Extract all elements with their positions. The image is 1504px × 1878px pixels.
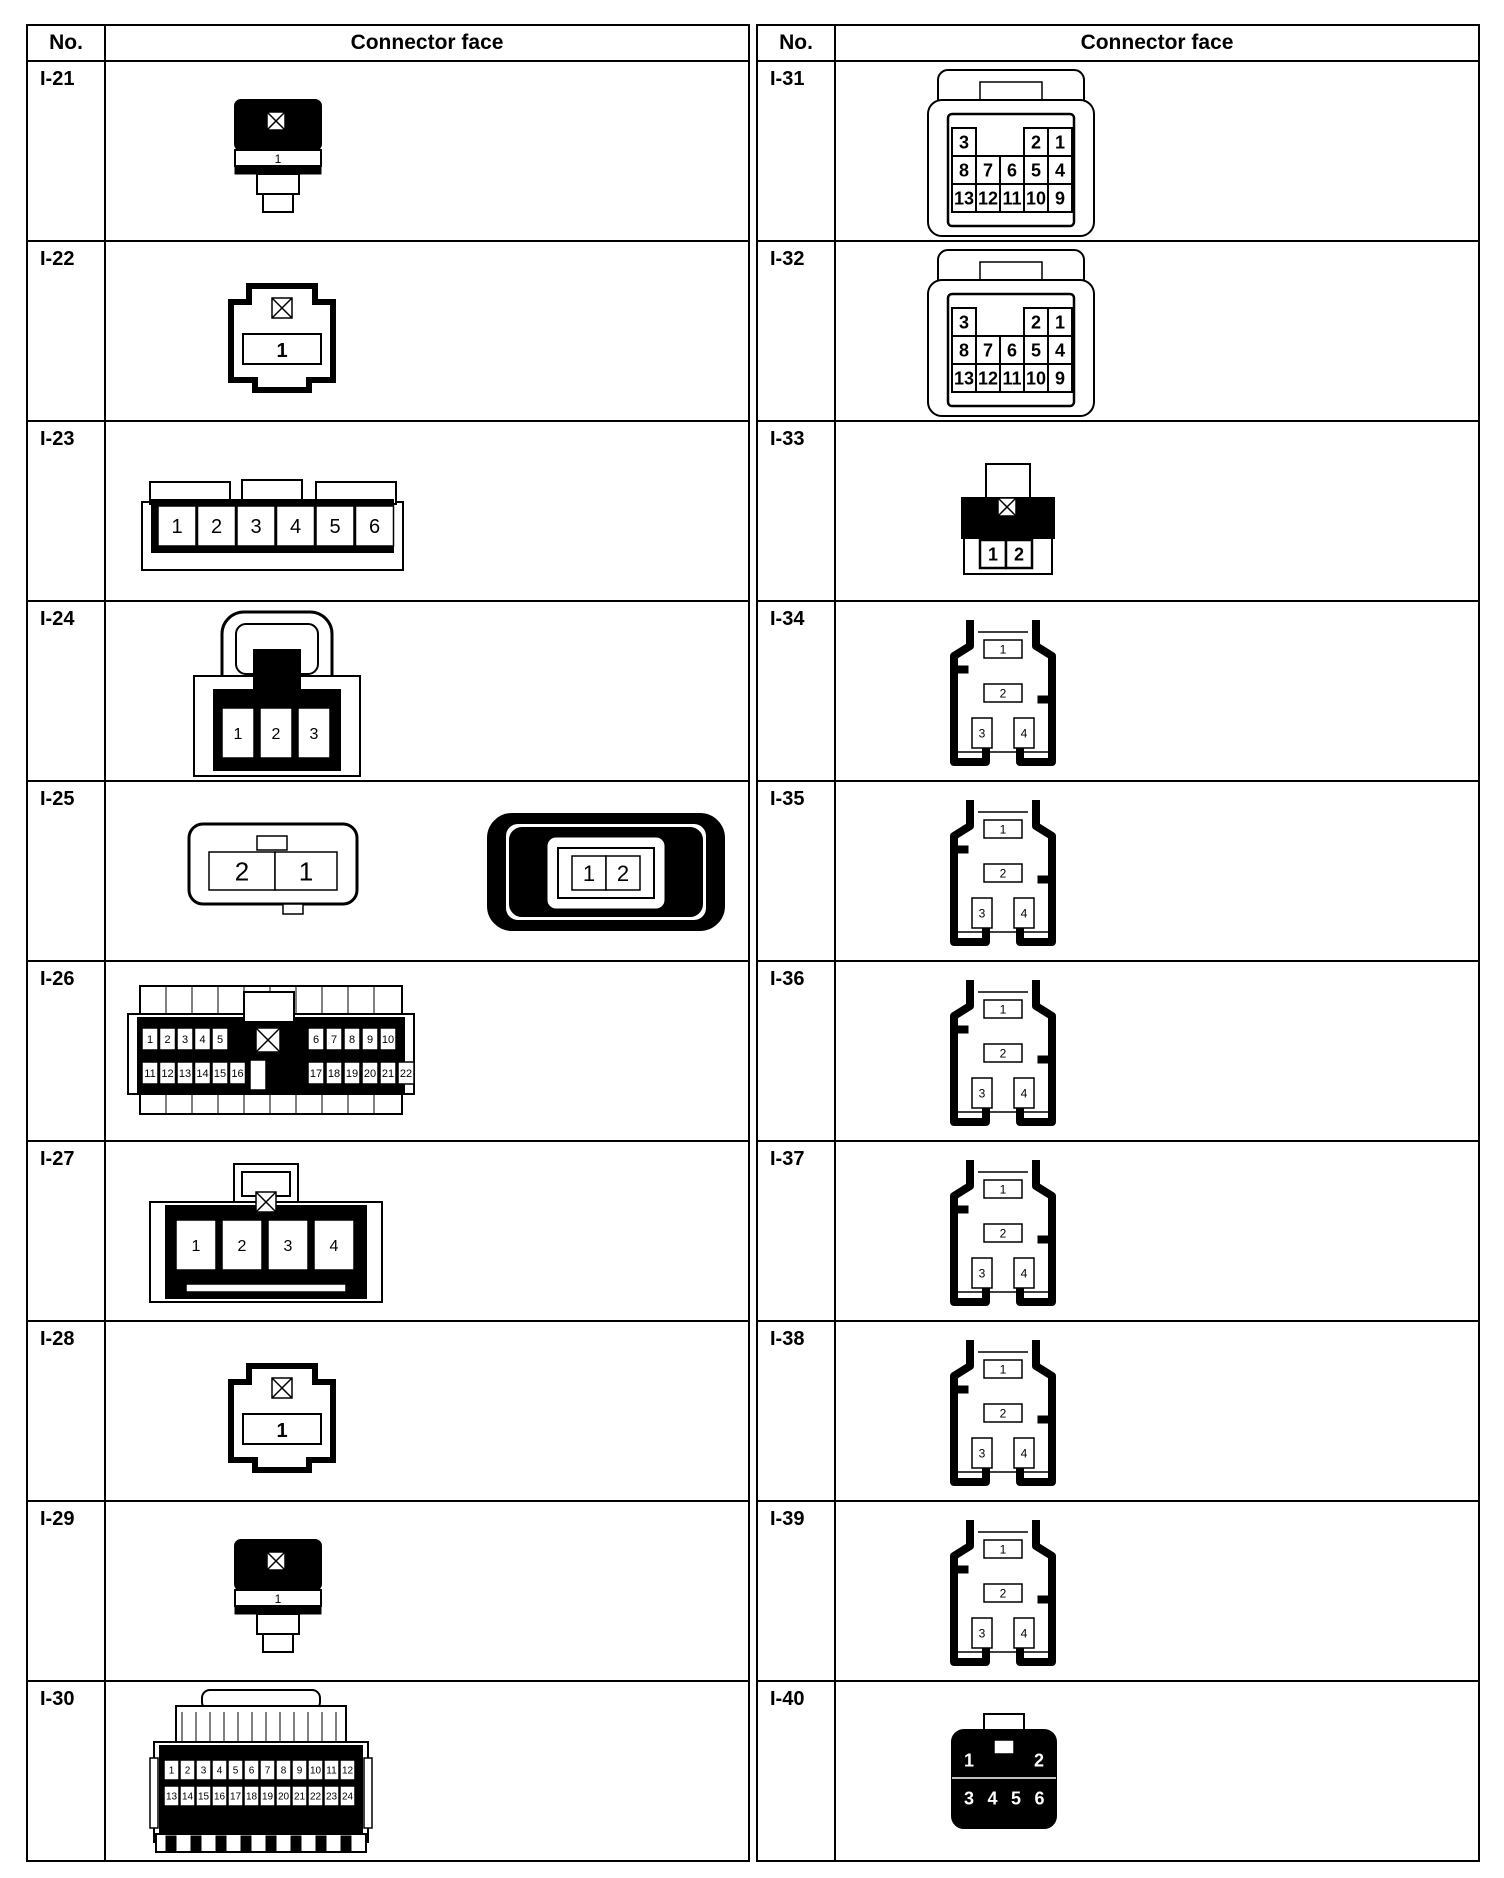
housing-shape — [364, 1758, 372, 1828]
table-row — [758, 422, 1478, 602]
pin-label: 5 — [1030, 340, 1042, 361]
pin-label: 3 — [309, 725, 319, 743]
pin-label: 12 — [161, 1067, 174, 1080]
connector-13-pin — [926, 68, 1096, 240]
connector-single-pin — [227, 284, 337, 394]
connector-number: I-29 — [28, 1502, 106, 1680]
pin-label: 17 — [229, 1791, 242, 1803]
right-rows — [758, 62, 1478, 1860]
pin-label: 6 — [368, 516, 381, 539]
table-row — [28, 62, 748, 242]
housing-shape — [150, 1758, 158, 1828]
pin-label: 2 — [271, 725, 281, 743]
pin-label: 3 — [200, 1765, 207, 1777]
table-row — [28, 602, 748, 782]
table-row — [28, 1502, 748, 1682]
connector-face-cell — [106, 1502, 748, 1680]
pin-label: 3 — [978, 1266, 986, 1281]
pin-label: 13 — [953, 188, 975, 209]
pin-label: 16 — [213, 1791, 226, 1803]
connector-number: I-34 — [758, 602, 836, 780]
pin-label: 5 — [216, 1033, 224, 1046]
pin-label: 12 — [341, 1765, 354, 1777]
pin-label: 9 — [1054, 368, 1066, 389]
header-no: No. — [758, 26, 836, 60]
connector-number: I-38 — [758, 1322, 836, 1500]
pin-label: 7 — [330, 1033, 338, 1046]
table-row — [758, 1682, 1478, 1862]
pin-label: 5 — [1030, 160, 1042, 181]
table-row — [758, 602, 1478, 782]
pin-label: 2 — [999, 1406, 1007, 1421]
pin-label: 2 — [999, 1046, 1007, 1061]
connector-number: I-32 — [758, 242, 836, 420]
pin-label: 13 — [165, 1791, 178, 1803]
pin-label: 1 — [191, 1237, 201, 1255]
connector-face-cell — [106, 602, 748, 780]
lock-latch — [1038, 1236, 1048, 1243]
pin-label: 11 — [144, 1067, 156, 1080]
housing-shape — [341, 1836, 351, 1852]
header-no: No. — [28, 26, 106, 60]
pin-label: 1 — [276, 340, 288, 362]
table-header — [758, 26, 1478, 62]
pin-label: 3 — [978, 1446, 986, 1461]
table-left-half — [26, 24, 750, 1862]
table-row — [758, 782, 1478, 962]
connector-single-pin-small — [233, 1530, 323, 1660]
pin-label: 4 — [1020, 726, 1028, 741]
pin-label: 13 — [178, 1067, 192, 1080]
pin-label: 3 — [978, 1086, 986, 1101]
lock-latch — [958, 666, 968, 673]
connector-single-pin-small — [233, 90, 323, 220]
housing-shape — [250, 1060, 266, 1090]
connector-face-cell — [106, 962, 748, 1140]
connector-number: I-26 — [28, 962, 106, 1140]
pin-label: 18 — [245, 1791, 258, 1803]
pin-label: 6 — [1034, 1788, 1045, 1809]
pin-label: 10 — [1025, 368, 1047, 389]
connector-4-pin-terminal — [948, 1516, 1058, 1672]
connector-number: I-30 — [28, 1682, 106, 1862]
table-row — [758, 62, 1478, 242]
pin-label: 21 — [381, 1067, 395, 1080]
table-row — [758, 1502, 1478, 1682]
table-row — [758, 962, 1478, 1142]
pin-label: 2 — [999, 686, 1007, 701]
pin-label: 1 — [1054, 132, 1066, 153]
pin-label: 2 — [164, 1033, 171, 1046]
pin-label: 12 — [977, 188, 999, 209]
pin-label: 4 — [1020, 1446, 1028, 1461]
pin-label: 7 — [982, 160, 994, 181]
pin-label: 1 — [168, 1765, 175, 1777]
pin-label: 21 — [293, 1791, 306, 1803]
pin-label: 4 — [987, 1788, 998, 1809]
pin-label: 3 — [181, 1033, 189, 1046]
table-header — [28, 26, 748, 62]
header-connector-face: Connector face — [350, 31, 504, 54]
pin-label: 1 — [963, 1750, 975, 1771]
pin-label: 14 — [181, 1791, 194, 1803]
pin-label: 4 — [199, 1033, 206, 1046]
pin-label: 1 — [171, 516, 183, 539]
pin-label: 14 — [196, 1067, 209, 1080]
pin-label: 4 — [1054, 160, 1066, 181]
lock-latch — [958, 1206, 968, 1213]
table-row — [28, 422, 748, 602]
pin-label: 6 — [1006, 340, 1018, 361]
connector-face-cell — [836, 422, 1478, 600]
pin-label: 4 — [216, 1765, 223, 1777]
connector-face-cell — [836, 242, 1478, 420]
pin-label: 8 — [348, 1033, 356, 1046]
connector-13-pin — [926, 248, 1096, 420]
table-row — [28, 1682, 748, 1862]
table-row — [758, 242, 1478, 422]
connector-3-pin — [192, 610, 362, 780]
housing-shape — [257, 1614, 299, 1634]
connector-face-cell — [836, 1322, 1478, 1500]
pin-label: 4 — [1020, 1626, 1028, 1641]
pin-label: 22 — [309, 1791, 322, 1803]
connector-number: I-25 — [28, 782, 106, 960]
pin-label: 1 — [274, 152, 282, 166]
connector-face-cell — [106, 242, 748, 420]
pin-label: 1 — [987, 544, 999, 565]
connector-4-pin-terminal — [948, 616, 1058, 772]
pin-label: 4 — [1020, 1086, 1028, 1101]
pin-label: 2 — [1033, 1750, 1045, 1771]
pin-label: 8 — [958, 160, 970, 181]
connector-face-cell — [836, 62, 1478, 240]
connector-face-cell — [106, 1682, 748, 1862]
housing-shape — [244, 992, 294, 1022]
pin-label: 19 — [345, 1067, 359, 1080]
pin-label: 1 — [1054, 312, 1066, 333]
lock-latch — [958, 1026, 968, 1033]
pin-label: 9 — [1054, 188, 1066, 209]
pin-label: 3 — [978, 726, 986, 741]
connector-number: I-37 — [758, 1142, 836, 1320]
pin-label: 1 — [274, 1592, 282, 1606]
connector-face-cell — [106, 782, 748, 960]
connector-number: I-23 — [28, 422, 106, 600]
connector-4-pin-terminal — [948, 1336, 1058, 1492]
connector-face-cell — [106, 62, 748, 240]
pin-label: 1 — [999, 1362, 1007, 1377]
pin-label: 1 — [999, 1182, 1007, 1197]
housing-shape — [166, 1836, 176, 1852]
connector-22-pin — [126, 984, 416, 1116]
pin-label: 10 — [381, 1033, 395, 1046]
pin-label: 12 — [977, 368, 999, 389]
lock-latch — [1038, 696, 1048, 703]
housing-shape — [242, 480, 302, 502]
connector-number: I-35 — [758, 782, 836, 960]
pin-label: 2 — [237, 1237, 247, 1255]
table-row — [28, 962, 748, 1142]
connector-number: I-22 — [28, 242, 106, 420]
housing-shape — [176, 1706, 346, 1746]
connector-number: I-27 — [28, 1142, 106, 1320]
pin-label: 11 — [326, 1765, 337, 1777]
pin-label: 1 — [146, 1033, 154, 1046]
housing-shape — [266, 1836, 276, 1852]
pin-label: 11 — [1002, 188, 1022, 209]
pin-label: 4 — [289, 516, 302, 539]
pin-label: 7 — [982, 340, 994, 361]
pin-label: 24 — [341, 1791, 354, 1803]
housing-shape — [235, 1606, 321, 1614]
pin-label: 4 — [1054, 340, 1066, 361]
lock-latch — [958, 846, 968, 853]
pin-label: 3 — [283, 1237, 293, 1255]
connector-face-cell — [836, 782, 1478, 960]
housing-shape — [235, 166, 321, 174]
pin-label: 2 — [234, 856, 250, 887]
pin-label: 9 — [366, 1033, 374, 1046]
table-row — [28, 1142, 748, 1322]
pin-label: 16 — [231, 1067, 244, 1080]
housing-shape — [263, 1634, 293, 1652]
connector-single-pin — [227, 1364, 337, 1474]
pin-label: 1 — [298, 856, 314, 887]
pin-label: 2 — [999, 1586, 1007, 1601]
connector-number: I-40 — [758, 1682, 836, 1862]
pin-label: 17 — [309, 1067, 323, 1080]
pin-label: 7 — [264, 1765, 271, 1777]
connector-number: I-33 — [758, 422, 836, 600]
pin-label: 2 — [999, 1226, 1007, 1241]
pin-label: 2 — [1030, 132, 1042, 153]
pin-label: 2 — [210, 516, 223, 539]
pin-label: 2 — [184, 1765, 191, 1777]
connector-face-cell — [106, 1142, 748, 1320]
housing-shape — [291, 1836, 301, 1852]
pin-label: 3 — [958, 132, 970, 153]
housing-shape — [191, 1836, 201, 1852]
connector-6-pin — [140, 480, 405, 572]
pin-label: 22 — [399, 1067, 413, 1080]
pin-label: 19 — [261, 1791, 274, 1803]
pin-label: 1 — [999, 1542, 1007, 1557]
pin-label: 8 — [280, 1765, 287, 1777]
connector-4-pin-terminal — [948, 976, 1058, 1132]
pin-label: 18 — [327, 1067, 341, 1080]
connector-number: I-36 — [758, 962, 836, 1140]
connector-2-pin-female — [486, 812, 726, 932]
pin-label: 15 — [197, 1791, 210, 1803]
pin-label: 6 — [248, 1765, 255, 1777]
pin-label: 5 — [1010, 1788, 1022, 1809]
connector-face-cell — [106, 422, 748, 600]
table-row — [28, 782, 748, 962]
connector-table — [26, 24, 1480, 1862]
pin-label: 8 — [958, 340, 970, 361]
connector-number: I-28 — [28, 1322, 106, 1500]
pin-label: 2 — [999, 866, 1007, 881]
lock-latch — [1038, 1416, 1048, 1423]
connector-face-cell — [836, 1682, 1478, 1862]
housing-shape — [257, 174, 299, 194]
pin-label: 20 — [277, 1791, 290, 1803]
connector-number: I-24 — [28, 602, 106, 780]
housing-shape — [186, 1284, 346, 1292]
connector-face-cell — [836, 602, 1478, 780]
connector-face-cell — [836, 1142, 1478, 1320]
pin-label: 10 — [1025, 188, 1047, 209]
housing-shape — [156, 1834, 366, 1852]
connector-24-pin — [146, 1688, 376, 1858]
pin-label: 20 — [363, 1067, 377, 1080]
pin-label: 2 — [1013, 544, 1025, 565]
table-row — [758, 1142, 1478, 1322]
connector-4-pin-terminal — [948, 1156, 1058, 1312]
housing-shape — [216, 1836, 226, 1852]
table-row — [28, 242, 748, 422]
housing-shape — [283, 904, 303, 914]
connector-face-cell — [106, 1322, 748, 1500]
housing-shape — [316, 1836, 326, 1852]
connector-6-pin-dense — [950, 1712, 1060, 1832]
pin-label: 3 — [978, 906, 986, 921]
pin-label: 13 — [953, 368, 975, 389]
pin-label: 1 — [999, 822, 1007, 837]
pin-label: 4 — [1020, 1266, 1028, 1281]
pin-label: 3 — [963, 1788, 975, 1809]
header-connector-face: Connector face — [1080, 31, 1234, 54]
connector-4-pin-terminal — [948, 796, 1058, 952]
table-row — [758, 1322, 1478, 1502]
pin-label: 3 — [250, 516, 262, 539]
pin-label: 5 — [329, 516, 341, 539]
pin-label: 2 — [1030, 312, 1042, 333]
connector-number: I-31 — [758, 62, 836, 240]
pin-label: 1 — [999, 1002, 1007, 1017]
connector-2-pin-male — [187, 820, 359, 920]
pin-label: 1 — [233, 725, 243, 743]
table-row — [28, 1322, 748, 1502]
pin-label: 6 — [312, 1033, 320, 1046]
lock-latch — [958, 1566, 968, 1573]
pin-label: 2 — [616, 860, 630, 886]
lock-latch — [1038, 876, 1048, 883]
pin-label: 15 — [213, 1067, 227, 1080]
connector-number: I-21 — [28, 62, 106, 240]
connector-face-cell — [836, 1502, 1478, 1680]
pin-label: 1 — [276, 1420, 288, 1442]
pin-label: 1 — [999, 642, 1007, 657]
pin-label: 23 — [325, 1791, 338, 1803]
lock-latch — [958, 1386, 968, 1393]
pin-label: 3 — [958, 312, 970, 333]
connector-number: I-39 — [758, 1502, 836, 1680]
pin-label: 1 — [582, 860, 596, 886]
lock-latch — [1038, 1596, 1048, 1603]
lock-latch — [1038, 1056, 1048, 1063]
housing-shape — [254, 650, 300, 694]
housing-shape — [994, 1740, 1014, 1754]
connector-face-cell — [836, 962, 1478, 1140]
pin-label: 9 — [296, 1765, 303, 1777]
pin-label: 5 — [232, 1765, 239, 1777]
table-right-half — [756, 24, 1480, 1862]
pin-label: 10 — [309, 1765, 322, 1777]
pin-label: 11 — [1002, 368, 1022, 389]
housing-shape — [241, 1836, 251, 1852]
connector-2-pin-small — [960, 462, 1056, 582]
pin-label: 6 — [1006, 160, 1018, 181]
pin-label: 4 — [1020, 906, 1028, 921]
housing-shape — [257, 836, 287, 850]
housing-shape — [263, 194, 293, 212]
left-rows — [28, 62, 748, 1860]
connector-4-pin — [146, 1162, 386, 1312]
pin-label: 3 — [978, 1626, 986, 1641]
pin-label: 4 — [329, 1237, 339, 1255]
